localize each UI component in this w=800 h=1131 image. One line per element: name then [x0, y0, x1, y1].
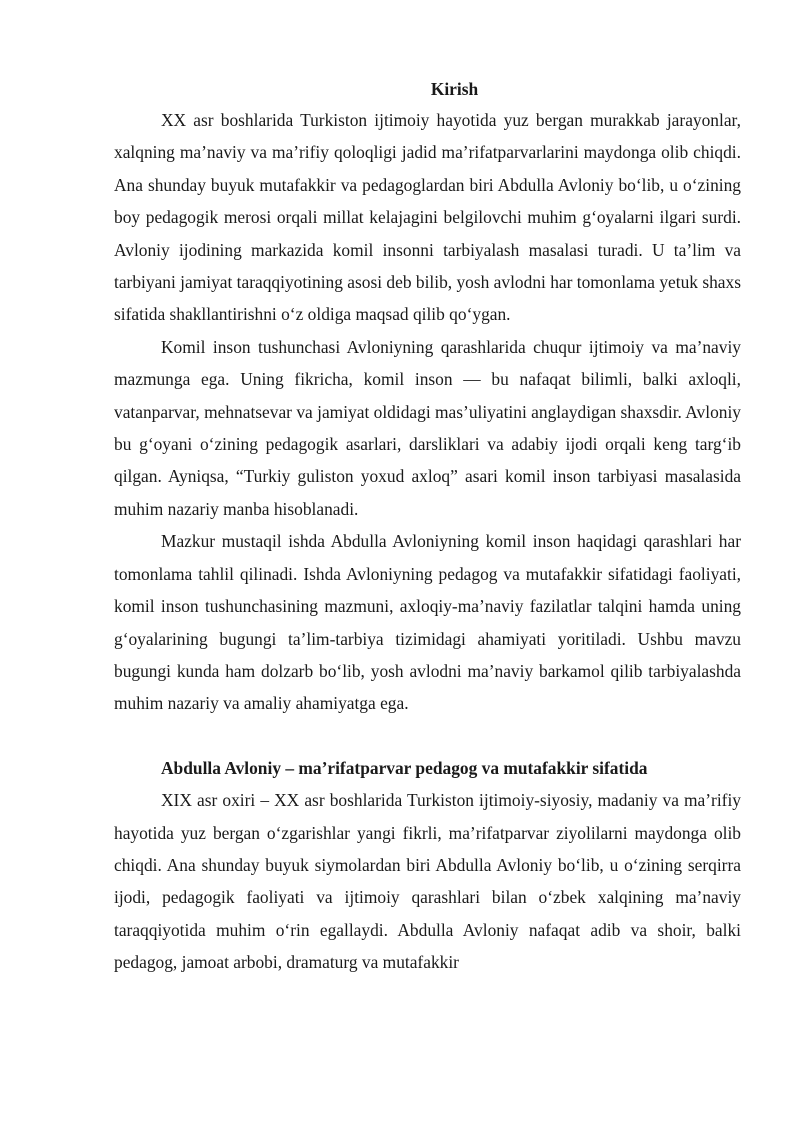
page-title: Kirish [430, 79, 479, 99]
document-body [114, 74, 741, 979]
section-spacer [114, 720, 741, 752]
section-paragraph-1: XIX asr oxiri – XX asr boshlarida Turkiston ijtimoiy-siyosiy, madaniy va ma’rifiy hayotida yuz bergan o‘zgarishlar yangi fikrli, ma’rifatparvar ziyolilarni maydonga olib chiqdi. Ana shunday buyuk siymolardan biri Abdulla Avloniy bo‘lib, u o‘zining serqirra ijodi, pedagogik faoliyati va ijtimoiy qarashlari bilan o‘zbek xalqining ma’naviy taraqqiyotida muhim o‘rin egallaydi. Abdulla Avloniy nafaqat adib va shoir, balki pedagog, jamoat arbobi, dramaturg va mutafakkir [114, 790, 741, 973]
intro-paragraph-3: Mazkur mustaqil ishda Abdulla Avloniyning komil inson haqidagi qarashlari har tomonlama tahlil qilinadi. Ishda Avloniyning pedagog va mutafakkir sifatidagi faoliyati, komil inson tushunchasining mazmuni, axloqiy-ma’naviy fazilatlar talqini hamda uning g‘oyalarining bugungi ta’lim-tarbiya tizimidagi ahamiyati yoritiladi. Ushbu mavzu bugungi kunda ham dolzarb bo‘lib, yosh avlodni ma’naviy barkamol qilib tarbiyalashda muhim nazariy va amaliy ahamiyatga ega. [114, 531, 741, 714]
intro-paragraph-2: Komil inson tushunchasi Avloniyning qarashlarida chuqur ijtimoiy va ma’naviy mazmunga ega. Uning fikricha, komil inson — bu nafaqat bilimli, balki axloqli, vatanparvar, mehnatsevar va jamiyat oldidagi mas’uliyatini anglaydigan shaxsdir. Avloniy bu g‘oyani o‘zining pedagogik asarlari, darsliklari va adabiy ijodi orqali keng targ‘ib qilgan. Ayniqsa, “Turkiy guliston yoxud axloq” asari komil inson tarbiyasi masalasida muhim nazariy manba hisoblanadi. [114, 336, 741, 519]
intro-paragraph-1: XX asr boshlarida Turkiston ijtimoiy hayotida yuz bergan murakkab jarayonlar, xalqning ma’naviy va ma’rifiy qoloqligi jadid ma’rifatparvarlarini maydonga olib chiqdi. Ana shunday buyuk mutafakkir va pedagoglardan biri Abdulla Avloniy bo‘lib, u o‘zining boy pedagogik merosi orqali millat kelajagini belgilovchi muhim g‘oyalarni ilgari surdi. Avloniy ijodining markazida komil insonni tarbiyalash masalasi turadi. U ta’lim va tarbiyani jamiyat taraqqiyotining asosi deb bilib, yosh avlodni har tomonlama yetuk shaxs sifatida shakllantirishni o‘z oldiga maqsad qilib qo‘ygan. [114, 110, 741, 325]
section-title: Abdulla Avloniy – ma’rifatparvar pedagog va mutafakkir sifatida [161, 757, 648, 778]
